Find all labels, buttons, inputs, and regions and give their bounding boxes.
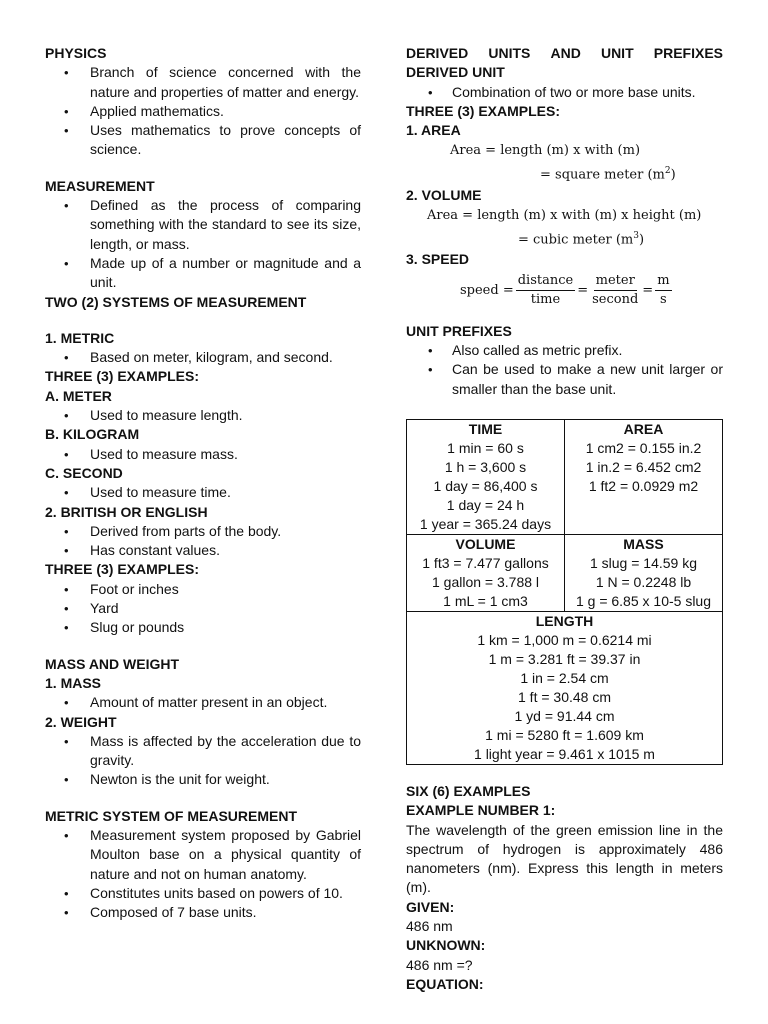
derived-list bbox=[406, 83, 723, 102]
area-equation-1: Area = length (m) x with (m) bbox=[450, 143, 641, 159]
table-row: 1 in = 2.54 cm bbox=[520, 669, 609, 686]
table-row: 1 ft2 = 0.0929 m2 bbox=[588, 477, 699, 494]
list-item: • Made up of a number or magnitude and a unit. bbox=[45, 254, 361, 293]
mass-list bbox=[45, 693, 361, 712]
fraction-numerator: meter bbox=[594, 272, 637, 291]
table-row: 1 cm2 = 0.155 in.2 bbox=[585, 439, 702, 456]
table-row: 1 mL = 1 cm3 bbox=[443, 592, 528, 609]
area-header: AREA bbox=[623, 420, 664, 437]
heading-word: PREFIXES bbox=[653, 45, 723, 61]
list-item: • Slug or pounds bbox=[45, 618, 361, 637]
list-item: • Based on meter, kilogram, and second. bbox=[45, 348, 361, 367]
derived-unit-heading: DERIVED UNIT bbox=[406, 64, 505, 81]
volume-eq2-sup: 3 bbox=[633, 231, 639, 242]
table-row: 1 min = 60 s bbox=[447, 439, 524, 456]
table-row: 1 N = 0.2248 lb bbox=[595, 573, 692, 590]
fraction-numerator: m bbox=[655, 272, 671, 291]
systems-heading: TWO (2) SYSTEMS OF MEASUREMENT bbox=[45, 293, 307, 310]
unknown-heading: UNKNOWN: bbox=[406, 937, 486, 954]
area-cell bbox=[565, 419, 723, 534]
table-row: 1 mi = 5280 ft = 1.609 km bbox=[485, 726, 644, 743]
meter-list bbox=[45, 406, 361, 425]
list-item: • Also called as metric prefix. bbox=[406, 341, 723, 360]
physics-heading: PHYSICS bbox=[45, 45, 107, 61]
volume-heading: 2. VOLUME bbox=[406, 186, 482, 203]
weight-heading: 2. WEIGHT bbox=[45, 713, 117, 730]
measurement-heading: MEASUREMENT bbox=[45, 177, 155, 194]
fraction-denominator: time bbox=[530, 292, 561, 308]
unknown-value: 486 nm =? bbox=[406, 956, 473, 973]
kilogram-heading: B. KILOGRAM bbox=[45, 426, 140, 443]
british-list bbox=[45, 522, 361, 561]
heading-word: UNITS bbox=[488, 45, 531, 61]
list-item: • Yard bbox=[45, 599, 361, 618]
mass-header: MASS bbox=[623, 535, 664, 552]
area-eq2-sup: 2 bbox=[664, 166, 671, 177]
second-heading: C. SECOND bbox=[45, 464, 123, 481]
table-row: 1 slug = 14.59 kg bbox=[589, 554, 698, 571]
weight-list bbox=[45, 732, 361, 790]
equation-heading: EQUATION: bbox=[406, 975, 484, 992]
table-row: 1 g = 6.85 x 10-5 slug bbox=[575, 592, 712, 609]
list-item: • Has constant values. bbox=[45, 541, 361, 560]
metric-heading: 1. METRIC bbox=[45, 329, 115, 346]
volume-equation-2 bbox=[406, 226, 723, 250]
prefixes-list bbox=[406, 341, 723, 399]
mass-heading: 1. MASS bbox=[45, 674, 102, 691]
fraction-denominator: second bbox=[592, 292, 639, 308]
table-row: 1 km = 1,000 m = 0.6214 mi bbox=[477, 631, 652, 648]
kilogram-list bbox=[45, 445, 361, 464]
six-examples-heading: SIX (6) EXAMPLES bbox=[406, 782, 531, 799]
volume-equation-1: Area = length (m) x with (m) x height (m) bbox=[427, 208, 702, 224]
list-item: • Used to measure length. bbox=[45, 406, 361, 425]
speed-lhs: speed = bbox=[460, 283, 514, 299]
physics-list bbox=[45, 63, 361, 159]
fraction-distance-time bbox=[516, 272, 575, 309]
table-row: 1 day = 86,400 s bbox=[433, 477, 538, 494]
list-item: • Combination of two or more base units. bbox=[406, 83, 723, 102]
measurement-list bbox=[45, 196, 361, 292]
volume-header: VOLUME bbox=[455, 535, 516, 552]
derived-examples-heading: THREE (3) EXAMPLES: bbox=[406, 102, 561, 119]
table-row: 1 ft = 30.48 cm bbox=[518, 688, 611, 705]
heading-word: UNIT bbox=[600, 45, 634, 61]
volume-eq2-close: ) bbox=[639, 232, 645, 248]
second-list bbox=[45, 483, 361, 502]
heading-word: DERIVED bbox=[406, 45, 469, 61]
heading-word: AND bbox=[550, 45, 581, 61]
british-heading: 2. BRITISH OR ENGLISH bbox=[45, 503, 208, 520]
british-examples-list bbox=[45, 580, 361, 638]
list-item: • Applied mathematics. bbox=[45, 102, 361, 121]
given-heading: GIVEN: bbox=[406, 898, 455, 915]
list-item: • Measurement system proposed by Gabriel Moulton base on a physical quantity of nature and not on human anatomy. bbox=[45, 826, 361, 884]
speed-heading: 3. SPEED bbox=[406, 251, 470, 268]
meter-heading: A. METER bbox=[45, 387, 112, 404]
mass-cell bbox=[565, 534, 723, 611]
conversion-table bbox=[406, 419, 723, 765]
metric-system-heading: METRIC SYSTEM OF MEASUREMENT bbox=[45, 807, 298, 824]
table-row: 1 in.2 = 6.452 cm2 bbox=[585, 458, 702, 475]
metric-examples-heading: THREE (3) EXAMPLES: bbox=[45, 368, 200, 385]
unit-prefixes-heading: UNIT PREFIXES bbox=[406, 322, 512, 339]
table-row: 1 light year = 9.461 x 1015 m bbox=[474, 745, 655, 762]
table-row: 1 ft3 = 7.477 gallons bbox=[422, 554, 549, 571]
equals-sign: = bbox=[577, 283, 589, 299]
list-item: • Foot or inches bbox=[45, 580, 361, 599]
metric-list bbox=[45, 348, 361, 367]
list-item: • Uses mathematics to prove concepts of science. bbox=[45, 121, 361, 160]
volume-eq2-text: = cubic meter (m bbox=[518, 232, 634, 248]
table-row: 1 gallon = 3.788 l bbox=[431, 573, 540, 590]
area-equation-2 bbox=[406, 161, 723, 185]
list-item: • Derived from parts of the body. bbox=[45, 522, 361, 541]
fraction-m-s bbox=[655, 272, 671, 309]
area-eq2-close: ) bbox=[670, 167, 676, 183]
list-item: • Used to measure mass. bbox=[45, 445, 361, 464]
volume-cell bbox=[407, 534, 565, 611]
list-item: • Mass is affected by the acceleration due to gravity. bbox=[45, 732, 361, 771]
time-header: TIME bbox=[468, 420, 503, 437]
length-cell bbox=[407, 611, 723, 764]
list-item: • Amount of matter present in an object. bbox=[45, 693, 361, 712]
derived-units-heading bbox=[406, 44, 723, 63]
fraction-numerator: distance bbox=[516, 272, 575, 291]
list-item: • Composed of 7 base units. bbox=[45, 903, 361, 922]
given-value: 486 nm bbox=[406, 918, 453, 934]
table-row: 1 day = 24 h bbox=[446, 496, 525, 513]
example1-heading: EXAMPLE NUMBER 1: bbox=[406, 802, 556, 819]
length-header: LENGTH bbox=[535, 612, 594, 629]
example1-text: The wavelength of the green emission line in the spectrum of hydrogen is approximately 486 nanometers (nm). Express this length in meters (m). bbox=[406, 821, 723, 896]
list-item: • Defined as the process of comparing something with the standard to see its size, length, or mass. bbox=[45, 196, 361, 254]
right-column bbox=[406, 44, 723, 994]
equals-sign: = bbox=[642, 283, 654, 299]
list-item: • Constitutes units based on powers of 10. bbox=[45, 884, 361, 903]
table-row: 1 m = 3.281 ft = 39.37 in bbox=[488, 650, 641, 667]
list-item: • Can be used to make a new unit larger or smaller than the base unit. bbox=[406, 360, 723, 399]
area-heading: 1. AREA bbox=[406, 122, 461, 139]
speed-equation bbox=[406, 270, 723, 312]
list-item: • Newton is the unit for weight. bbox=[45, 770, 361, 789]
left-column bbox=[45, 44, 361, 922]
metric-system-list bbox=[45, 826, 361, 922]
table-row: 1 year = 365.24 days bbox=[419, 515, 552, 532]
mass-weight-heading: MASS AND WEIGHT bbox=[45, 655, 180, 672]
fraction-meter-second bbox=[590, 272, 640, 309]
table-row: 1 yd = 91.44 cm bbox=[514, 707, 615, 724]
fraction-denominator: s bbox=[660, 292, 667, 308]
list-item: • Used to measure time. bbox=[45, 483, 361, 502]
british-examples-heading: THREE (3) EXAMPLES: bbox=[45, 561, 200, 578]
time-cell bbox=[407, 419, 565, 534]
table-row: 1 h = 3,600 s bbox=[444, 458, 527, 475]
area-eq2-text: = square meter (m bbox=[540, 167, 665, 183]
list-item: • Branch of science concerned with the nature and properties of matter and energy. bbox=[45, 63, 361, 102]
